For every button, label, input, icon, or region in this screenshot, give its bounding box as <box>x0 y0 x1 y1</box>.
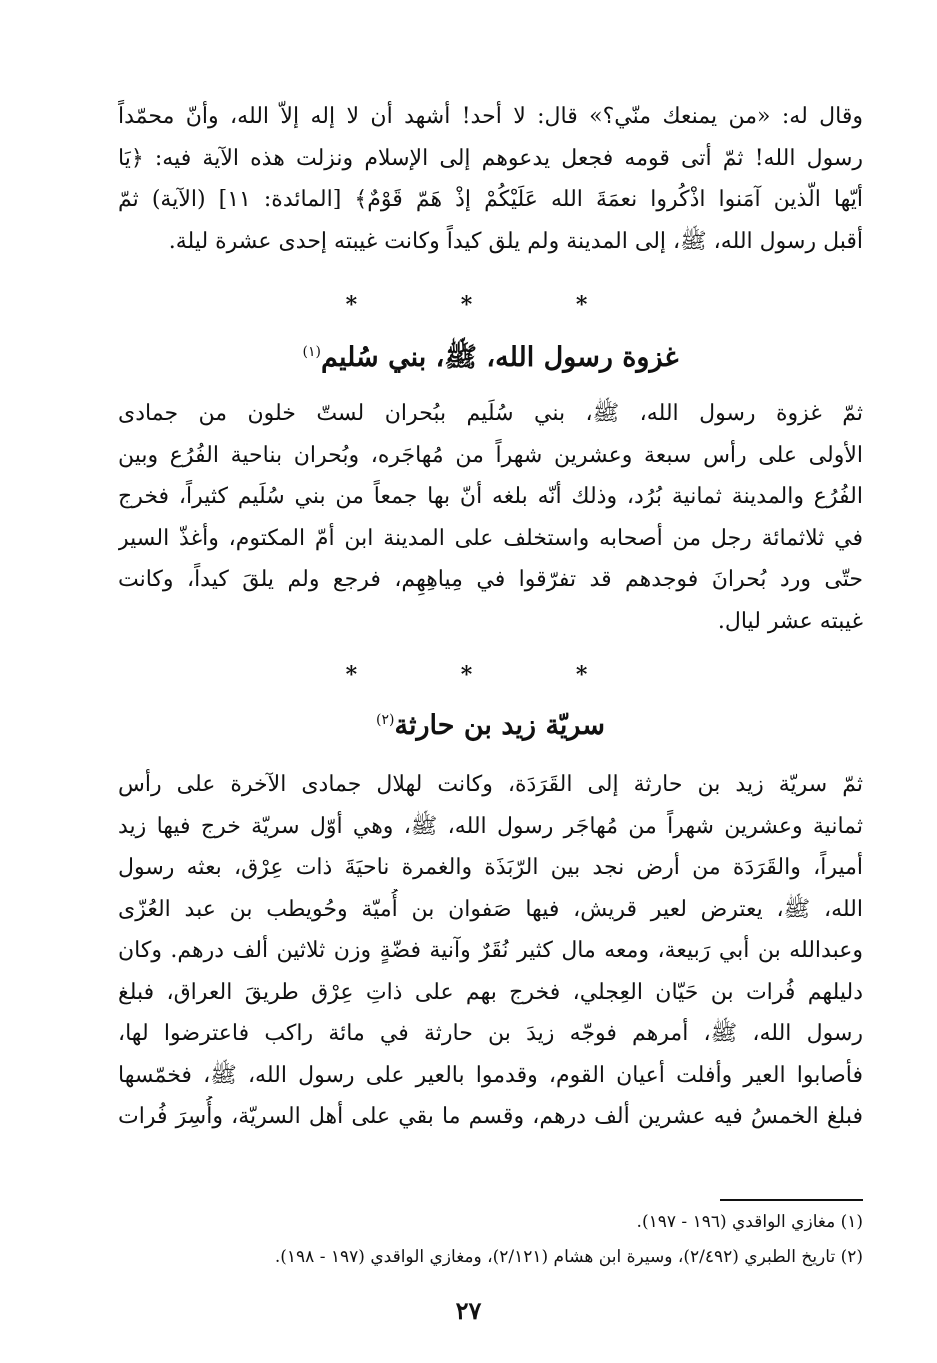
text-line: أقبل رسول الله، ﷺ، إلى المدينة ولم يلق كيداً وكانت غيبته إحدى عشرة ليلة. <box>168 228 863 254</box>
section-title: سريّة زيد بن حارثة <box>394 710 605 741</box>
footnote-ref: (٢) <box>376 712 395 728</box>
section-heading <box>118 710 863 741</box>
text-line: الأولى على رأس سبعة وعشرين شهراً من مُهاجَره، وبُحران بناحية الفُرُع وبين <box>118 442 863 468</box>
section-paragraph <box>118 764 863 1138</box>
text-line: الفُرُع والمدينة ثمانية بُرُد، وذلك أنّه بلغه أنّ بها جمعاً من بني سُلَيم كثيراً، فخرج <box>118 484 863 509</box>
text-line: في ثلاثمائة رجل من أصحابه واستخلف على المدينة ابن أمّ المكتوم، وأغذّ السير <box>118 525 863 551</box>
text-line: ثمّ سريّة زيد بن حارثة إلى القَرَدَة، وكانت لهلال جمادى الآخرة على رأس <box>118 772 863 797</box>
text-line: غيبته عشر ليال. <box>717 608 863 634</box>
footnote-divider <box>720 1199 863 1201</box>
text-line: حتّى ورد بُحرانَ فوجدهم قد تفرّقوا في مِياهِهِم، فرجع ولم يلقَ كيداً، وكانت <box>118 567 863 592</box>
text-line: فبلغ الخمسُ فيه عشرين ألف درهم، وقسم ما بقي على أهل السريّة، وأُسِرَ فُرات <box>118 1104 863 1129</box>
text-line: دليلهم فُرات بن حَيّان العِجلي، فخرج بهم على ذاتِ عِرْق طريقَ العراق، فبلغ <box>118 979 863 1005</box>
text-line: أيّها الّذين آمَنوا اذْكُروا نعمَةَ الله عَلَيْكُمْ إذْ هَمّ قَوْمٌ﴾ [المائدة: ١١] (الآية) ثمّ <box>118 187 863 212</box>
section-paragraph <box>118 393 863 642</box>
footnote: (٢) تاريخ الطبري (٢/٤٩٢)، وسيرة ابن هشام (٢/١٢١)، ومغازي الواقدي (١٩٧ - ١٩٨). <box>274 1247 863 1267</box>
text-line: فأصابوا العير وأفلت أعيان القوم، وقدموا بالعير على رسول الله، ﷺ، فخمّسها <box>118 1062 863 1088</box>
page-number: ٢٧ <box>455 1296 482 1325</box>
section-heading <box>118 340 863 380</box>
footnote-ref: (١) <box>302 344 321 360</box>
text-line: ثمّ غزوة رسول الله، ﷺ، بني سُلَيم ببُحران لستّ خلون من جمادى <box>118 401 863 426</box>
section-separator: * * * <box>345 292 636 318</box>
text-line: ثمانية وعشرين شهراً من مُهاجَر رسول الله، ﷺ، وهي أوّل سريّة خرج فيها زيد <box>118 813 863 839</box>
text-line: وقال له: «من يمنعك منّي؟» قال: لا أحد! أشهد أن لا إله إلاّ الله، وأنّ محمّداً <box>118 104 863 129</box>
section-separator: * * * <box>345 662 636 688</box>
text-line: الله، ﷺ، يعترض لعير قريش، فيها صَفوان بن أُميّة وحُويطب بن عبد العُزّى <box>118 896 863 922</box>
text-line: رسول الله، ﷺ، أمرهم فوجّه زيدَ بن حارثة في مائة راكب فاعترضوا لها، <box>118 1021 863 1046</box>
footnote: (١) مغازي الواقدي (١٩٦ - ١٩٧). <box>636 1212 863 1232</box>
text-line: وعبدالله بن أبي رَبيعة، ومعه مال كثير نُقَرٌ وآنية فضّةٍ وزن ثلاثين ألف درهم. وكان <box>118 938 863 963</box>
text-line: أميراً، والقَرَدَة من أرض نجد بين الرّبَذَة والغمرة ناحيَةَ ذات عِرْق، بعثه رسول <box>118 855 863 880</box>
section-title: غزوة رسول الله، ﷺ، بني سُليم <box>321 342 679 373</box>
text-line: رسول الله! ثمّ أتى قومه فجعل يدعوهم إلى الإسلام ونزلت هذه الآية فيه: ﴿يَا <box>118 145 863 171</box>
intro-paragraph <box>118 96 863 262</box>
